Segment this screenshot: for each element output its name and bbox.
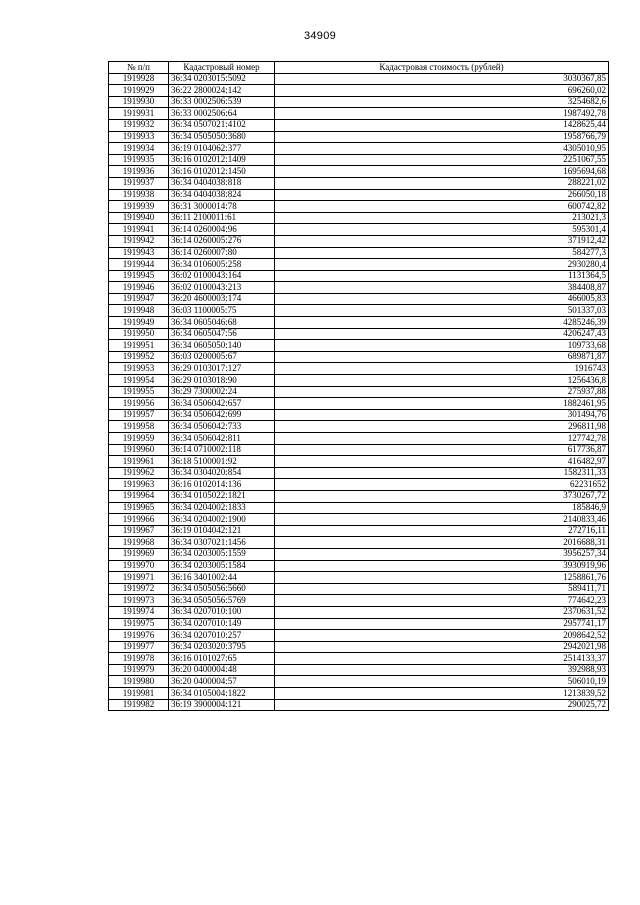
table-row bbox=[109, 143, 609, 155]
row-number-cell: 1919961 bbox=[109, 456, 169, 468]
row-number-cell: 1919935 bbox=[109, 154, 169, 166]
cadastral-number-cell: 36:34 0506042:699 bbox=[169, 409, 275, 421]
table-row bbox=[109, 502, 609, 514]
table-row bbox=[109, 282, 609, 294]
row-number-cell: 1919929 bbox=[109, 85, 169, 97]
cadastral-value-cell: 617736,87 bbox=[275, 444, 609, 456]
cadastral-number-cell: 36:34 0203005:1559 bbox=[169, 548, 275, 560]
row-number-cell: 1919955 bbox=[109, 386, 169, 398]
row-number-cell: 1919957 bbox=[109, 409, 169, 421]
row-number-cell: 1919958 bbox=[109, 421, 169, 433]
cadastral-number-cell: 36:34 0506042:733 bbox=[169, 421, 275, 433]
cadastral-number-cell: 36:33 0002506:64 bbox=[169, 108, 275, 120]
row-number-cell: 1919939 bbox=[109, 201, 169, 213]
cadastral-value-cell: 1695694,68 bbox=[275, 166, 609, 178]
cadastral-value-cell: 266050,18 bbox=[275, 189, 609, 201]
cadastral-number-cell: 36:16 0102012:1409 bbox=[169, 154, 275, 166]
cadastral-number-cell: 36:16 0102012:1450 bbox=[169, 166, 275, 178]
cadastral-number-cell: 36:33 0002506:539 bbox=[169, 96, 275, 108]
row-number-cell: 1919965 bbox=[109, 502, 169, 514]
table-row bbox=[109, 444, 609, 456]
table-row bbox=[109, 398, 609, 410]
cadastral-value-cell: 501337,03 bbox=[275, 305, 609, 317]
row-number-cell: 1919946 bbox=[109, 282, 169, 294]
cadastral-number-cell: 36:29 0103018:90 bbox=[169, 375, 275, 387]
cadastral-value-cell: 1987492,78 bbox=[275, 108, 609, 120]
row-number-cell: 1919937 bbox=[109, 177, 169, 189]
row-number-cell: 1919973 bbox=[109, 595, 169, 607]
cadastral-value-cell: 1258861,76 bbox=[275, 572, 609, 584]
row-number-cell: 1919931 bbox=[109, 108, 169, 120]
cadastral-number-cell: 36:34 0204002:1833 bbox=[169, 502, 275, 514]
row-number-cell: 1919977 bbox=[109, 641, 169, 653]
cadastral-number-cell: 36:34 0207010:257 bbox=[169, 630, 275, 642]
table-row bbox=[109, 490, 609, 502]
table-row bbox=[109, 409, 609, 421]
cadastral-value-cell: 1428625,44 bbox=[275, 119, 609, 131]
cadastral-value-cell: 1131364,5 bbox=[275, 270, 609, 282]
cadastral-number-cell: 36:16 3401002:44 bbox=[169, 572, 275, 584]
table-row bbox=[109, 119, 609, 131]
row-number-cell: 1919948 bbox=[109, 305, 169, 317]
cadastral-value-cell: 774642,23 bbox=[275, 595, 609, 607]
row-number-cell: 1919964 bbox=[109, 490, 169, 502]
table-row bbox=[109, 688, 609, 700]
cadastral-number-cell: 36:34 0207010:149 bbox=[169, 618, 275, 630]
cadastral-value-cell: 3254682,6 bbox=[275, 96, 609, 108]
cadastral-value-cell: 3730267,72 bbox=[275, 490, 609, 502]
cadastral-number-cell: 36:34 0106005:258 bbox=[169, 259, 275, 271]
cadastral-number-cell: 36:34 0307021:1456 bbox=[169, 537, 275, 549]
row-number-cell: 1919942 bbox=[109, 235, 169, 247]
table-row bbox=[109, 177, 609, 189]
table-row bbox=[109, 375, 609, 387]
table-header-row bbox=[109, 62, 609, 74]
cadastral-number-cell: 36:29 7300002:24 bbox=[169, 386, 275, 398]
cadastral-number-cell: 36:11 2100011:61 bbox=[169, 212, 275, 224]
table-row bbox=[109, 363, 609, 375]
cadastral-number-cell: 36:34 0505050:3680 bbox=[169, 131, 275, 143]
cadastral-number-cell: 36:18 5100001:92 bbox=[169, 456, 275, 468]
header-row-number: № п/п bbox=[109, 62, 169, 74]
table-row bbox=[109, 676, 609, 688]
cadastral-value-cell: 213021,3 bbox=[275, 212, 609, 224]
row-number-cell: 1919951 bbox=[109, 340, 169, 352]
cadastral-number-cell: 36:19 0104062:377 bbox=[169, 143, 275, 155]
cadastral-value-cell: 416482,97 bbox=[275, 456, 609, 468]
row-number-cell: 1919938 bbox=[109, 189, 169, 201]
table-row bbox=[109, 85, 609, 97]
cadastral-number-cell: 36:34 0506042:657 bbox=[169, 398, 275, 410]
row-number-cell: 1919949 bbox=[109, 317, 169, 329]
row-number-cell: 1919971 bbox=[109, 572, 169, 584]
cadastral-number-cell: 36:20 4600003:174 bbox=[169, 293, 275, 305]
row-number-cell: 1919947 bbox=[109, 293, 169, 305]
cadastral-value-cell: 584277,3 bbox=[275, 247, 609, 259]
table-row bbox=[109, 189, 609, 201]
table-row bbox=[109, 421, 609, 433]
table-row bbox=[109, 525, 609, 537]
cadastral-number-cell: 36:34 0605047:56 bbox=[169, 328, 275, 340]
table-row bbox=[109, 224, 609, 236]
table-row bbox=[109, 641, 609, 653]
cadastral-number-cell: 36:34 0507021:4102 bbox=[169, 119, 275, 131]
cadastral-value-cell: 696260,02 bbox=[275, 85, 609, 97]
table-row bbox=[109, 73, 609, 85]
cadastral-number-cell: 36:03 0200005:67 bbox=[169, 351, 275, 363]
cadastral-number-cell: 36:19 0104042:121 bbox=[169, 525, 275, 537]
cadastral-value-table bbox=[108, 61, 609, 711]
table-row bbox=[109, 96, 609, 108]
cadastral-number-cell: 36:03 1100005:75 bbox=[169, 305, 275, 317]
table-row bbox=[109, 514, 609, 526]
cadastral-number-cell: 36:34 0404038:818 bbox=[169, 177, 275, 189]
header-cadastral-value: Кадастровая стоимость (рублей) bbox=[275, 62, 609, 74]
cadastral-number-cell: 36:14 0260004:96 bbox=[169, 224, 275, 236]
row-number-cell: 1919940 bbox=[109, 212, 169, 224]
row-number-cell: 1919932 bbox=[109, 119, 169, 131]
table-row bbox=[109, 653, 609, 665]
cadastral-value-cell: 290025,72 bbox=[275, 699, 609, 711]
row-number-cell: 1919952 bbox=[109, 351, 169, 363]
table-row bbox=[109, 270, 609, 282]
row-number-cell: 1919954 bbox=[109, 375, 169, 387]
table-row bbox=[109, 630, 609, 642]
cadastral-value-cell: 392988,93 bbox=[275, 664, 609, 676]
table-row bbox=[109, 154, 609, 166]
cadastral-value-cell: 288221,02 bbox=[275, 177, 609, 189]
cadastral-value-cell: 3930919,96 bbox=[275, 560, 609, 572]
row-number-cell: 1919933 bbox=[109, 131, 169, 143]
row-number-cell: 1919953 bbox=[109, 363, 169, 375]
row-number-cell: 1919970 bbox=[109, 560, 169, 572]
table-row bbox=[109, 340, 609, 352]
cadastral-value-cell: 1958766,79 bbox=[275, 131, 609, 143]
table-row bbox=[109, 305, 609, 317]
cadastral-number-cell: 36:14 0260005:276 bbox=[169, 235, 275, 247]
cadastral-value-cell: 1882461,95 bbox=[275, 398, 609, 410]
cadastral-value-cell: 1256436,8 bbox=[275, 375, 609, 387]
cadastral-value-cell: 275937,88 bbox=[275, 386, 609, 398]
row-number-cell: 1919962 bbox=[109, 467, 169, 479]
table-row bbox=[109, 259, 609, 271]
cadastral-number-cell: 36:22 2800024:142 bbox=[169, 85, 275, 97]
row-number-cell: 1919982 bbox=[109, 699, 169, 711]
cadastral-value-cell: 4285246,39 bbox=[275, 317, 609, 329]
table-row bbox=[109, 699, 609, 711]
table-row bbox=[109, 328, 609, 340]
table-row bbox=[109, 583, 609, 595]
row-number-cell: 1919945 bbox=[109, 270, 169, 282]
cadastral-value-cell: 1916743 bbox=[275, 363, 609, 375]
row-number-cell: 1919981 bbox=[109, 688, 169, 700]
cadastral-number-cell: 36:34 0605050:140 bbox=[169, 340, 275, 352]
table-row bbox=[109, 595, 609, 607]
cadastral-value-cell: 301494,76 bbox=[275, 409, 609, 421]
cadastral-number-cell: 36:34 0203015:5092 bbox=[169, 73, 275, 85]
cadastral-number-cell: 36:20 0400004:57 bbox=[169, 676, 275, 688]
table-row bbox=[109, 386, 609, 398]
cadastral-number-cell: 36:34 0203005:1584 bbox=[169, 560, 275, 572]
cadastral-value-cell: 2140833,46 bbox=[275, 514, 609, 526]
table-row bbox=[109, 548, 609, 560]
cadastral-value-cell: 109733,68 bbox=[275, 340, 609, 352]
cadastral-value-cell: 595301,4 bbox=[275, 224, 609, 236]
row-number-cell: 1919928 bbox=[109, 73, 169, 85]
table-row bbox=[109, 560, 609, 572]
cadastral-value-cell: 3030367,85 bbox=[275, 73, 609, 85]
cadastral-value-cell: 2957741,17 bbox=[275, 618, 609, 630]
row-number-cell: 1919963 bbox=[109, 479, 169, 491]
cadastral-value-cell: 272716,11 bbox=[275, 525, 609, 537]
cadastral-number-cell: 36:19 3900004:121 bbox=[169, 699, 275, 711]
cadastral-number-cell: 36:29 0103017:127 bbox=[169, 363, 275, 375]
row-number-cell: 1919956 bbox=[109, 398, 169, 410]
table-body bbox=[109, 73, 609, 711]
cadastral-value-cell: 127742,78 bbox=[275, 433, 609, 445]
row-number-cell: 1919979 bbox=[109, 664, 169, 676]
cadastral-number-cell: 36:34 0105004:1822 bbox=[169, 688, 275, 700]
cadastral-number-cell: 36:02 0100043:164 bbox=[169, 270, 275, 282]
row-number-cell: 1919974 bbox=[109, 606, 169, 618]
cadastral-value-cell: 2098642,52 bbox=[275, 630, 609, 642]
cadastral-number-cell: 36:16 0101027:65 bbox=[169, 653, 275, 665]
table-row bbox=[109, 537, 609, 549]
table-row bbox=[109, 317, 609, 329]
cadastral-value-cell: 62231652 bbox=[275, 479, 609, 491]
table-row bbox=[109, 572, 609, 584]
cadastral-value-cell: 600742,82 bbox=[275, 201, 609, 213]
table-row bbox=[109, 108, 609, 120]
row-number-cell: 1919967 bbox=[109, 525, 169, 537]
row-number-cell: 1919934 bbox=[109, 143, 169, 155]
row-number-cell: 1919966 bbox=[109, 514, 169, 526]
cadastral-value-cell: 506010,19 bbox=[275, 676, 609, 688]
cadastral-value-cell: 2016688,31 bbox=[275, 537, 609, 549]
table-row bbox=[109, 433, 609, 445]
table-row bbox=[109, 606, 609, 618]
cadastral-number-cell: 36:14 0710002:118 bbox=[169, 444, 275, 456]
cadastral-number-cell: 36:34 0203020:3795 bbox=[169, 641, 275, 653]
cadastral-value-cell: 371912,42 bbox=[275, 235, 609, 247]
cadastral-number-cell: 36:20 0400004:48 bbox=[169, 664, 275, 676]
header-cadastral-number: Кадастровый номер bbox=[169, 62, 275, 74]
cadastral-value-cell: 4305010,95 bbox=[275, 143, 609, 155]
cadastral-number-cell: 36:34 0505056:5660 bbox=[169, 583, 275, 595]
table-row bbox=[109, 212, 609, 224]
cadastral-value-cell: 2370631,52 bbox=[275, 606, 609, 618]
cadastral-number-cell: 36:34 0505056:5769 bbox=[169, 595, 275, 607]
table-row bbox=[109, 235, 609, 247]
table-row bbox=[109, 479, 609, 491]
cadastral-number-cell: 36:16 0102014:136 bbox=[169, 479, 275, 491]
table-row bbox=[109, 247, 609, 259]
cadastral-number-cell: 36:34 0506042:811 bbox=[169, 433, 275, 445]
cadastral-value-cell: 689871,87 bbox=[275, 351, 609, 363]
row-number-cell: 1919960 bbox=[109, 444, 169, 456]
cadastral-value-cell: 296811,98 bbox=[275, 421, 609, 433]
cadastral-number-cell: 36:34 0605046:68 bbox=[169, 317, 275, 329]
cadastral-number-cell: 36:34 0304020:854 bbox=[169, 467, 275, 479]
table-row bbox=[109, 201, 609, 213]
cadastral-value-cell: 466005,83 bbox=[275, 293, 609, 305]
row-number-cell: 1919969 bbox=[109, 548, 169, 560]
cadastral-value-cell: 3956257,34 bbox=[275, 548, 609, 560]
table-row bbox=[109, 351, 609, 363]
row-number-cell: 1919936 bbox=[109, 166, 169, 178]
cadastral-number-cell: 36:31 3000014:78 bbox=[169, 201, 275, 213]
table-row bbox=[109, 664, 609, 676]
row-number-cell: 1919944 bbox=[109, 259, 169, 271]
row-number-cell: 1919968 bbox=[109, 537, 169, 549]
cadastral-value-cell: 2251067,55 bbox=[275, 154, 609, 166]
page-number: 34909 bbox=[303, 30, 337, 42]
cadastral-number-cell: 36:34 0404038:824 bbox=[169, 189, 275, 201]
row-number-cell: 1919980 bbox=[109, 676, 169, 688]
row-number-cell: 1919959 bbox=[109, 433, 169, 445]
row-number-cell: 1919930 bbox=[109, 96, 169, 108]
row-number-cell: 1919972 bbox=[109, 583, 169, 595]
cadastral-number-cell: 36:14 0260007:80 bbox=[169, 247, 275, 259]
cadastral-number-cell: 36:34 0207010:100 bbox=[169, 606, 275, 618]
row-number-cell: 1919941 bbox=[109, 224, 169, 236]
cadastral-value-cell: 589411,71 bbox=[275, 583, 609, 595]
cadastral-value-cell: 2930280,4 bbox=[275, 259, 609, 271]
table-row bbox=[109, 131, 609, 143]
cadastral-value-cell: 384408,87 bbox=[275, 282, 609, 294]
table-row bbox=[109, 166, 609, 178]
cadastral-number-cell: 36:02 0100043:213 bbox=[169, 282, 275, 294]
cadastral-value-cell: 1582311,33 bbox=[275, 467, 609, 479]
row-number-cell: 1919976 bbox=[109, 630, 169, 642]
table-row bbox=[109, 618, 609, 630]
row-number-cell: 1919943 bbox=[109, 247, 169, 259]
row-number-cell: 1919978 bbox=[109, 653, 169, 665]
table-row bbox=[109, 456, 609, 468]
cadastral-number-cell: 36:34 0204002:1900 bbox=[169, 514, 275, 526]
row-number-cell: 1919975 bbox=[109, 618, 169, 630]
cadastral-value-cell: 2942021,98 bbox=[275, 641, 609, 653]
cadastral-value-cell: 2514133,37 bbox=[275, 653, 609, 665]
table-row bbox=[109, 467, 609, 479]
cadastral-number-cell: 36:34 0105022:1821 bbox=[169, 490, 275, 502]
row-number-cell: 1919950 bbox=[109, 328, 169, 340]
cadastral-value-cell: 185846,9 bbox=[275, 502, 609, 514]
cadastral-value-cell: 4206247,43 bbox=[275, 328, 609, 340]
cadastral-value-cell: 1213839,52 bbox=[275, 688, 609, 700]
table-row bbox=[109, 293, 609, 305]
